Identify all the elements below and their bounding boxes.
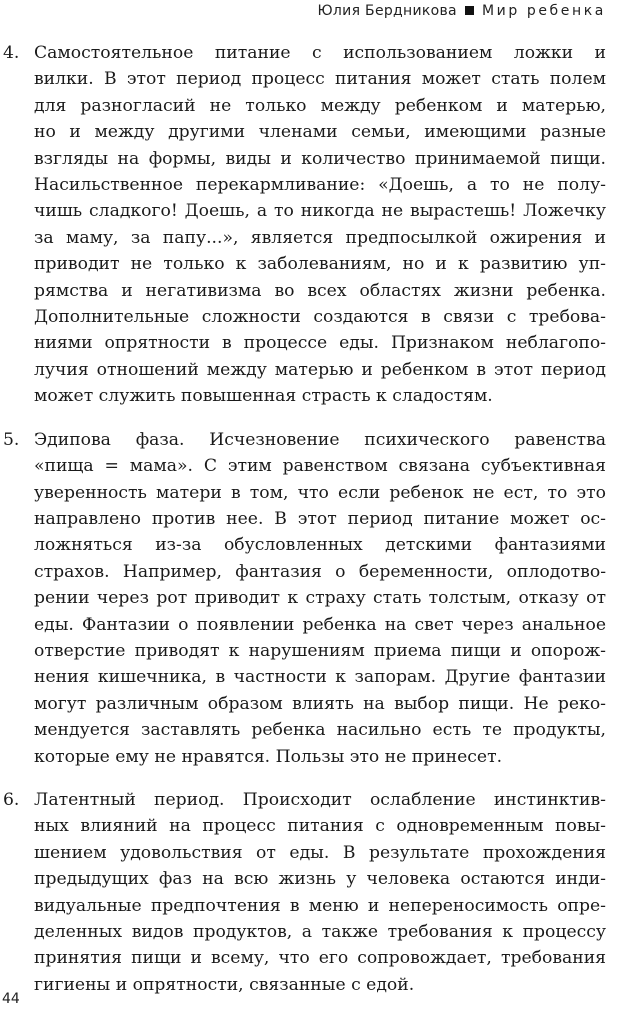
header-author: Юлия Бердникова (317, 3, 457, 19)
item-number: 5. (3, 429, 20, 450)
text-line: деленных видов продуктов, а также требования к процессу (34, 922, 606, 942)
page-number: 44 (2, 991, 20, 1007)
text-line: «пища = мама». С этим равенством связана субъективная (34, 456, 606, 477)
text-line: страхов. Например, фантазия о беременности, оплодотво- (34, 561, 606, 582)
list-item-5 (0, 427, 606, 770)
text-line: Эдипова фаза. Исчезновение психического равенства (34, 429, 606, 450)
text-line: мендуется заставлять ребенка насильно есть те продукты, (34, 720, 606, 741)
text-line: направлено против нее. В этот период питание может ос- (34, 508, 606, 529)
text-line: принятия пищи и всему, что его сопровождает, требования (34, 948, 606, 969)
text-line: нения кишечника, в частности к запорам. Другие фантазии (34, 667, 606, 688)
text-line: еды. Фантазии о появлении ребенка на свет через анальное (34, 614, 606, 635)
list-item-6 (0, 787, 606, 998)
item-number: 6. (3, 789, 20, 810)
text-line: которые ему не нравятся. Пользы это не принесет. (34, 746, 503, 767)
list-item-4 (0, 40, 606, 410)
text-line: шением удовольствия от еды. В результате прохождения (34, 842, 606, 863)
text-line: отверстие приводят к нарушениям приема пищи и опорож- (34, 640, 606, 661)
running-header (318, 3, 606, 19)
text-line: вилки. В этот период процесс питания может стать полем (34, 69, 606, 90)
text-line: ниями опрятности в процессе еды. Признаком неблагопо- (34, 333, 606, 354)
text-line: взгляды на формы, виды и количество принимаемой пищи. (34, 148, 606, 169)
item-number: 4. (3, 43, 20, 63)
text-line: лучия отношений между матерью и ребенком в этот период (34, 359, 606, 380)
text-line: может служить повышенная страсть к сладостям. (34, 386, 493, 407)
text-line: ных влияний на процесс питания с одновременным повы- (34, 816, 606, 837)
text-line: ложняться из-за обусловленных детскими фантазиями (34, 535, 606, 556)
text-line: Самостоятельное питание с использованием ложки и (34, 43, 606, 63)
text-line: рямства и негативизма во всех областях жизни ребенка. (34, 280, 606, 301)
text-line: Дополнительные сложности создаются в связи с требова- (34, 307, 606, 328)
text-line: предыдущих фаз на всю жизнь у человека остаются инди- (34, 869, 606, 890)
text-line: Латентный период. Происходит ослабление инстинктив- (34, 789, 606, 810)
header-separator-square (465, 6, 474, 15)
page-body (0, 40, 606, 1015)
text-line: для разногласий не только между ребенком и матерью, (34, 95, 606, 116)
text-line: могут различным образом влиять на выбор пищи. Не реко- (34, 693, 606, 714)
text-line: видуальные предпочтения в меню и непереносимость опре- (34, 895, 606, 916)
text-line: уверенность матери в том, что если ребенок не ест, то это (34, 482, 606, 503)
text-line: гигиены и опрятности, связанные с едой. (34, 974, 415, 995)
text-line: Насильственное перекармливание: «Доешь, а то не полу- (34, 175, 606, 196)
text-line: рении через рот приводит к страху стать толстым, отказу от (34, 588, 606, 609)
text-line: приводит не только к заболеваниям, но и к развитию уп- (34, 254, 606, 275)
text-line: но и между другими членами семьи, имеющими разные (34, 122, 606, 143)
text-line: чишь сладкого! Доешь, а то никогда не вырастешь! Ложечку (34, 201, 606, 222)
header-book-title: Мир ребенка (481, 3, 606, 19)
text-line: за маму, за папу...», является предпосылкой ожирения и (34, 227, 606, 248)
